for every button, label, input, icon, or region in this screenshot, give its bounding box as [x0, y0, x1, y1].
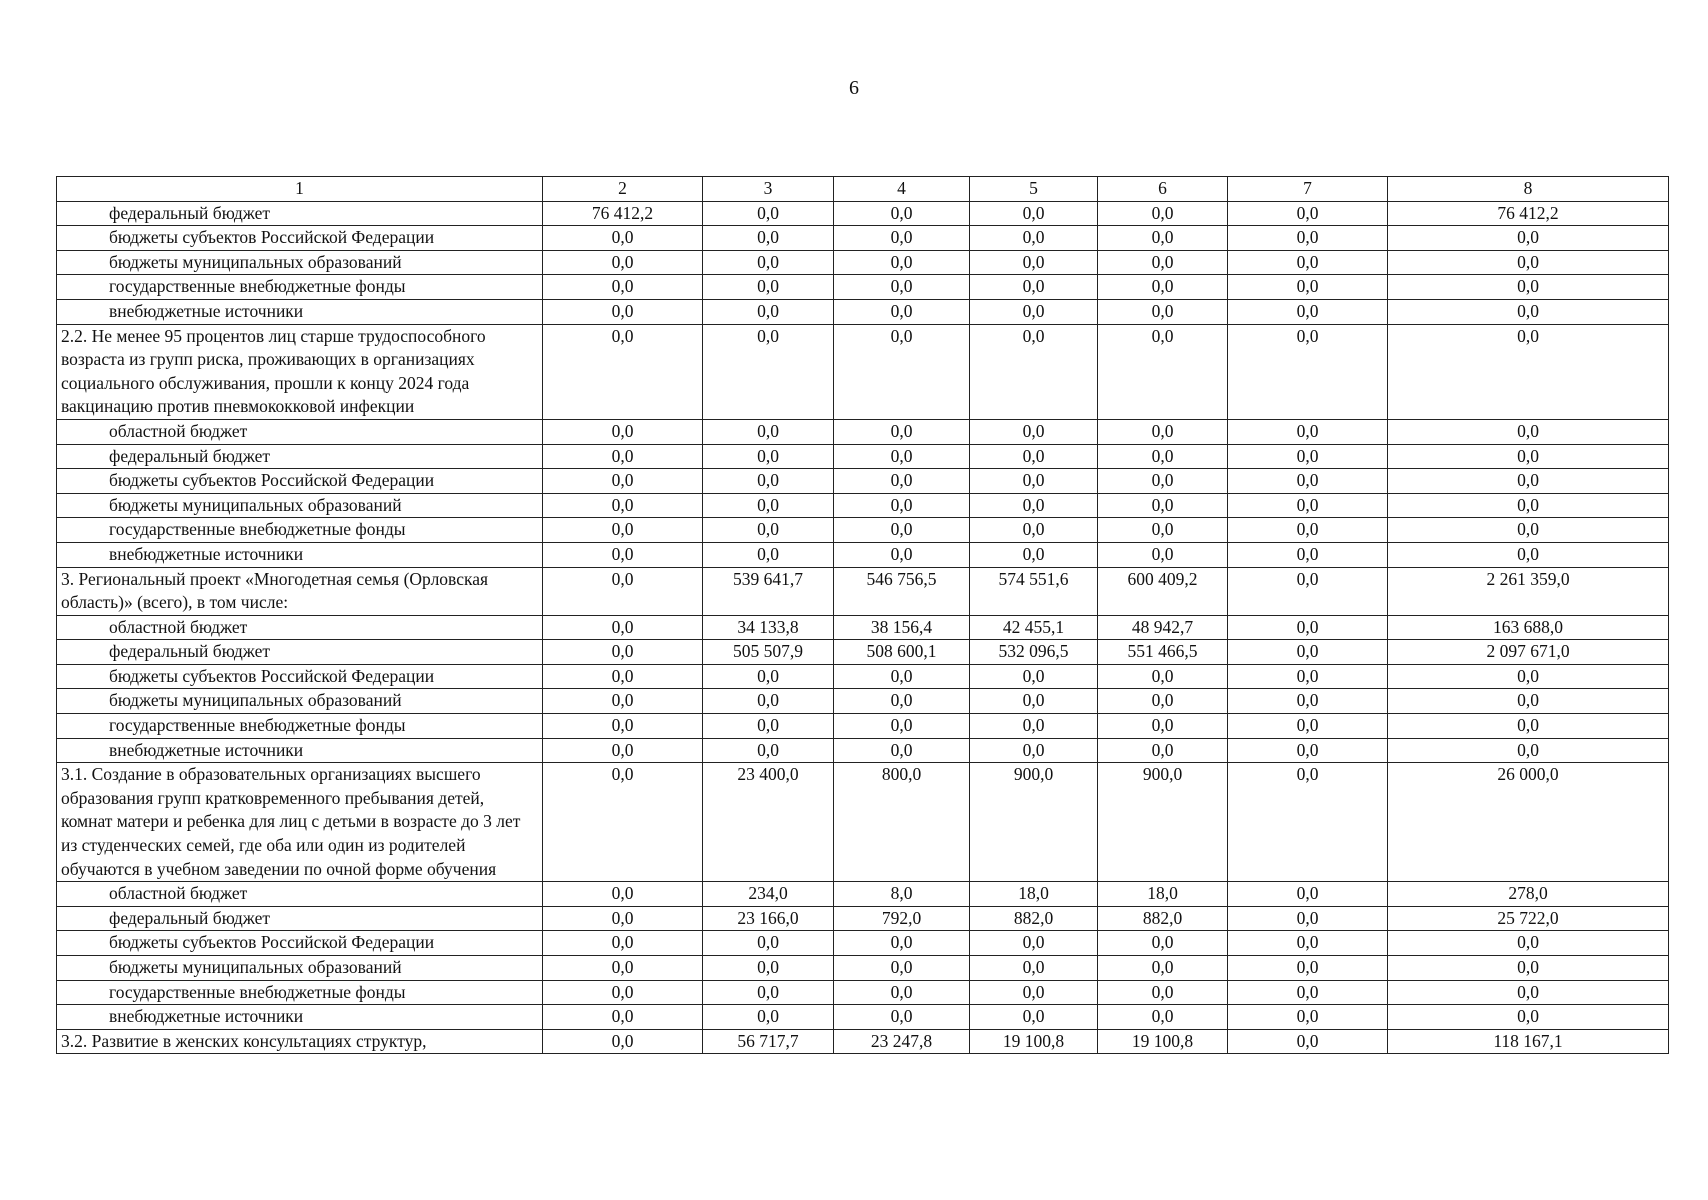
table-row: [57, 1005, 1669, 1030]
funding-source-label: областной бюджет: [57, 882, 543, 907]
value-cell: 34 133,8: [703, 615, 834, 640]
funding-source-label: федеральный бюджет: [57, 201, 543, 226]
value-cell: 0,0: [1388, 956, 1669, 981]
section-row: [57, 567, 1669, 615]
value-cell: 23 166,0: [703, 906, 834, 931]
value-cell: 0,0: [703, 738, 834, 763]
value-cell: 0,0: [1098, 299, 1228, 324]
value-cell: 0,0: [543, 763, 703, 882]
value-cell: 0,0: [703, 980, 834, 1005]
value-cell: 0,0: [1388, 419, 1669, 444]
funding-source-label: бюджеты субъектов Российской Федерации: [57, 931, 543, 956]
table-body: [57, 177, 1669, 1054]
value-cell: 0,0: [970, 1005, 1098, 1030]
funding-source-label: государственные внебюджетные фонды: [57, 518, 543, 543]
value-cell: 792,0: [834, 906, 970, 931]
column-header: 8: [1388, 177, 1669, 202]
value-cell: 0,0: [703, 226, 834, 251]
value-cell: 0,0: [1228, 299, 1388, 324]
value-cell: 278,0: [1388, 882, 1669, 907]
value-cell: 0,0: [543, 275, 703, 300]
table-row: [57, 956, 1669, 981]
value-cell: 0,0: [1228, 567, 1388, 615]
funding-source-label: федеральный бюджет: [57, 906, 543, 931]
value-cell: 0,0: [543, 299, 703, 324]
value-cell: 0,0: [1228, 615, 1388, 640]
value-cell: 0,0: [543, 518, 703, 543]
value-cell: 0,0: [1228, 640, 1388, 665]
value-cell: 0,0: [1098, 738, 1228, 763]
value-cell: 19 100,8: [1098, 1029, 1228, 1054]
value-cell: 0,0: [1228, 689, 1388, 714]
section-label: 3. Региональный проект «Многодетная семья (Орловская область)» (всего), в том числе:: [57, 567, 543, 615]
value-cell: 0,0: [970, 689, 1098, 714]
section-label: 3.1. Создание в образовательных организациях высшего образования групп кратковременного пребывания детей, комнат матери и ребенка для лиц с детьми в возрасте до 3 лет из студенческих семей, где оба или один из родителей обучаются в учебном заведении по очной форме обучения: [57, 763, 543, 882]
value-cell: 0,0: [1098, 980, 1228, 1005]
value-cell: 0,0: [703, 542, 834, 567]
table-row: [57, 980, 1669, 1005]
value-cell: 0,0: [834, 299, 970, 324]
value-cell: 0,0: [703, 931, 834, 956]
value-cell: 0,0: [1388, 518, 1669, 543]
value-cell: 0,0: [834, 980, 970, 1005]
value-cell: 0,0: [1388, 689, 1669, 714]
value-cell: 234,0: [703, 882, 834, 907]
value-cell: 0,0: [1098, 419, 1228, 444]
funding-source-label: бюджеты муниципальных образований: [57, 250, 543, 275]
value-cell: 0,0: [543, 1005, 703, 1030]
value-cell: 882,0: [1098, 906, 1228, 931]
value-cell: 18,0: [970, 882, 1098, 907]
value-cell: 0,0: [834, 689, 970, 714]
value-cell: 600 409,2: [1098, 567, 1228, 615]
value-cell: 0,0: [543, 738, 703, 763]
page-number: 6: [849, 77, 859, 99]
value-cell: 0,0: [1098, 1005, 1228, 1030]
value-cell: 0,0: [543, 640, 703, 665]
value-cell: 18,0: [1098, 882, 1228, 907]
section-row: [57, 1029, 1669, 1054]
value-cell: 38 156,4: [834, 615, 970, 640]
funding-source-label: областной бюджет: [57, 419, 543, 444]
value-cell: 0,0: [1228, 226, 1388, 251]
column-header: 6: [1098, 177, 1228, 202]
value-cell: 0,0: [834, 956, 970, 981]
value-cell: 0,0: [1228, 738, 1388, 763]
value-cell: 0,0: [703, 275, 834, 300]
value-cell: 0,0: [1388, 1005, 1669, 1030]
value-cell: 0,0: [543, 493, 703, 518]
table-row: [57, 689, 1669, 714]
value-cell: 0,0: [970, 493, 1098, 518]
value-cell: 2 097 671,0: [1388, 640, 1669, 665]
value-cell: 0,0: [1098, 275, 1228, 300]
value-cell: 0,0: [834, 1005, 970, 1030]
value-cell: 0,0: [703, 518, 834, 543]
value-cell: 0,0: [1228, 542, 1388, 567]
value-cell: 0,0: [970, 469, 1098, 494]
value-cell: 0,0: [543, 615, 703, 640]
funding-source-label: федеральный бюджет: [57, 640, 543, 665]
value-cell: 0,0: [1228, 1005, 1388, 1030]
funding-source-label: внебюджетные источники: [57, 299, 543, 324]
value-cell: 0,0: [834, 493, 970, 518]
value-cell: 0,0: [834, 444, 970, 469]
value-cell: 0,0: [1098, 469, 1228, 494]
value-cell: 26 000,0: [1388, 763, 1669, 882]
funding-source-label: бюджеты муниципальных образований: [57, 956, 543, 981]
value-cell: 0,0: [1388, 664, 1669, 689]
value-cell: 0,0: [970, 444, 1098, 469]
value-cell: 163 688,0: [1388, 615, 1669, 640]
value-cell: 56 717,7: [703, 1029, 834, 1054]
value-cell: 0,0: [1228, 493, 1388, 518]
value-cell: 0,0: [543, 250, 703, 275]
value-cell: 0,0: [1098, 714, 1228, 739]
value-cell: 900,0: [1098, 763, 1228, 882]
value-cell: 0,0: [1388, 275, 1669, 300]
value-cell: 0,0: [834, 664, 970, 689]
value-cell: 0,0: [1228, 1029, 1388, 1054]
value-cell: 0,0: [970, 299, 1098, 324]
value-cell: 0,0: [834, 201, 970, 226]
funding-source-label: бюджеты муниципальных образований: [57, 689, 543, 714]
table-row: [57, 299, 1669, 324]
value-cell: 0,0: [703, 493, 834, 518]
value-cell: 0,0: [543, 956, 703, 981]
value-cell: 0,0: [703, 689, 834, 714]
funding-source-label: бюджеты субъектов Российской Федерации: [57, 664, 543, 689]
value-cell: 0,0: [703, 250, 834, 275]
value-cell: 0,0: [1228, 664, 1388, 689]
value-cell: 0,0: [543, 469, 703, 494]
value-cell: 0,0: [703, 444, 834, 469]
funding-source-label: федеральный бюджет: [57, 444, 543, 469]
value-cell: 0,0: [1228, 906, 1388, 931]
value-cell: 0,0: [970, 226, 1098, 251]
value-cell: 0,0: [1098, 518, 1228, 543]
value-cell: 0,0: [1098, 689, 1228, 714]
value-cell: 882,0: [970, 906, 1098, 931]
funding-source-label: государственные внебюджетные фонды: [57, 275, 543, 300]
value-cell: 76 412,2: [1388, 201, 1669, 226]
value-cell: 48 942,7: [1098, 615, 1228, 640]
table-row: [57, 931, 1669, 956]
value-cell: 0,0: [834, 324, 970, 419]
value-cell: 0,0: [703, 299, 834, 324]
funding-source-label: внебюджетные источники: [57, 1005, 543, 1030]
column-header: 1: [57, 177, 543, 202]
column-header: 3: [703, 177, 834, 202]
table-row: [57, 275, 1669, 300]
value-cell: 0,0: [1228, 324, 1388, 419]
value-cell: 0,0: [1228, 931, 1388, 956]
value-cell: 800,0: [834, 763, 970, 882]
value-cell: 0,0: [834, 419, 970, 444]
value-cell: 23 400,0: [703, 763, 834, 882]
value-cell: 0,0: [543, 882, 703, 907]
value-cell: 0,0: [1388, 931, 1669, 956]
budget-table: [56, 176, 1669, 1054]
table-row: [57, 518, 1669, 543]
funding-source-label: бюджеты субъектов Российской Федерации: [57, 226, 543, 251]
value-cell: 42 455,1: [970, 615, 1098, 640]
value-cell: 0,0: [1228, 882, 1388, 907]
table-row: [57, 714, 1669, 739]
value-cell: 0,0: [703, 714, 834, 739]
value-cell: 0,0: [1228, 714, 1388, 739]
value-cell: 0,0: [834, 542, 970, 567]
value-cell: 0,0: [970, 714, 1098, 739]
value-cell: 574 551,6: [970, 567, 1098, 615]
value-cell: 505 507,9: [703, 640, 834, 665]
value-cell: 508 600,1: [834, 640, 970, 665]
value-cell: 0,0: [970, 250, 1098, 275]
value-cell: 0,0: [543, 980, 703, 1005]
funding-source-label: государственные внебюджетные фонды: [57, 714, 543, 739]
value-cell: 8,0: [834, 882, 970, 907]
table-header-row: [57, 177, 1669, 202]
value-cell: 0,0: [703, 1005, 834, 1030]
column-header: 5: [970, 177, 1098, 202]
value-cell: 0,0: [703, 419, 834, 444]
value-cell: 2 261 359,0: [1388, 567, 1669, 615]
value-cell: 0,0: [834, 518, 970, 543]
value-cell: 0,0: [1098, 324, 1228, 419]
value-cell: 0,0: [1388, 226, 1669, 251]
value-cell: 0,0: [543, 1029, 703, 1054]
value-cell: 0,0: [1098, 201, 1228, 226]
value-cell: 0,0: [970, 664, 1098, 689]
value-cell: 76 412,2: [543, 201, 703, 226]
column-header: 4: [834, 177, 970, 202]
value-cell: 0,0: [1098, 931, 1228, 956]
value-cell: 532 096,5: [970, 640, 1098, 665]
value-cell: 0,0: [543, 906, 703, 931]
value-cell: 0,0: [1388, 542, 1669, 567]
value-cell: 0,0: [543, 664, 703, 689]
funding-source-label: внебюджетные источники: [57, 738, 543, 763]
value-cell: 0,0: [543, 419, 703, 444]
value-cell: 0,0: [970, 738, 1098, 763]
value-cell: 0,0: [834, 931, 970, 956]
value-cell: 0,0: [970, 956, 1098, 981]
value-cell: 0,0: [703, 664, 834, 689]
value-cell: 0,0: [543, 324, 703, 419]
value-cell: 0,0: [970, 931, 1098, 956]
value-cell: 25 722,0: [1388, 906, 1669, 931]
value-cell: 0,0: [1228, 275, 1388, 300]
funding-source-label: областной бюджет: [57, 615, 543, 640]
table-row: [57, 615, 1669, 640]
value-cell: 0,0: [703, 324, 834, 419]
value-cell: 0,0: [543, 931, 703, 956]
value-cell: 0,0: [1098, 542, 1228, 567]
value-cell: 900,0: [970, 763, 1098, 882]
table-row: [57, 542, 1669, 567]
table-row: [57, 250, 1669, 275]
value-cell: 118 167,1: [1388, 1029, 1669, 1054]
table-row: [57, 664, 1669, 689]
value-cell: 0,0: [703, 469, 834, 494]
value-cell: 0,0: [543, 567, 703, 615]
value-cell: 0,0: [1228, 980, 1388, 1005]
value-cell: 0,0: [1098, 956, 1228, 981]
funding-source-label: внебюджетные источники: [57, 542, 543, 567]
value-cell: 551 466,5: [1098, 640, 1228, 665]
value-cell: 23 247,8: [834, 1029, 970, 1054]
value-cell: 0,0: [1388, 493, 1669, 518]
table-row: [57, 906, 1669, 931]
value-cell: 19 100,8: [970, 1029, 1098, 1054]
value-cell: 0,0: [1228, 469, 1388, 494]
value-cell: 0,0: [1388, 469, 1669, 494]
table-row: [57, 640, 1669, 665]
section-row: [57, 324, 1669, 419]
value-cell: 0,0: [1228, 763, 1388, 882]
value-cell: 0,0: [834, 714, 970, 739]
table-row: [57, 493, 1669, 518]
value-cell: 0,0: [1098, 664, 1228, 689]
value-cell: 0,0: [970, 201, 1098, 226]
table-row: [57, 201, 1669, 226]
value-cell: 0,0: [1228, 250, 1388, 275]
section-row: [57, 763, 1669, 882]
value-cell: 0,0: [1098, 226, 1228, 251]
section-label: 3.2. Развитие в женских консультациях структур,: [57, 1029, 543, 1054]
value-cell: 0,0: [1388, 324, 1669, 419]
table-row: [57, 419, 1669, 444]
funding-source-label: государственные внебюджетные фонды: [57, 980, 543, 1005]
value-cell: 0,0: [1388, 714, 1669, 739]
value-cell: 0,0: [1388, 250, 1669, 275]
value-cell: 0,0: [1228, 419, 1388, 444]
value-cell: 0,0: [703, 956, 834, 981]
value-cell: 0,0: [1228, 956, 1388, 981]
value-cell: 546 756,5: [834, 567, 970, 615]
value-cell: 0,0: [834, 250, 970, 275]
value-cell: 0,0: [970, 542, 1098, 567]
value-cell: 0,0: [543, 714, 703, 739]
value-cell: 0,0: [834, 738, 970, 763]
value-cell: 0,0: [1098, 250, 1228, 275]
value-cell: 0,0: [1098, 444, 1228, 469]
value-cell: 0,0: [970, 980, 1098, 1005]
funding-source-label: бюджеты муниципальных образований: [57, 493, 543, 518]
value-cell: 0,0: [970, 324, 1098, 419]
value-cell: 0,0: [1388, 444, 1669, 469]
value-cell: 0,0: [834, 275, 970, 300]
value-cell: 0,0: [1228, 201, 1388, 226]
value-cell: 0,0: [970, 419, 1098, 444]
value-cell: 0,0: [543, 226, 703, 251]
table-row: [57, 738, 1669, 763]
section-label: 2.2. Не менее 95 процентов лиц старше трудоспособного возраста из групп риска, проживающих в организациях социального обслуживания, прошли к концу 2024 года вакцинацию против пневмококковой инфекции: [57, 324, 543, 419]
funding-source-label: бюджеты субъектов Российской Федерации: [57, 469, 543, 494]
value-cell: 0,0: [703, 201, 834, 226]
value-cell: 539 641,7: [703, 567, 834, 615]
table-row: [57, 469, 1669, 494]
value-cell: 0,0: [1228, 518, 1388, 543]
value-cell: 0,0: [970, 518, 1098, 543]
value-cell: 0,0: [1098, 493, 1228, 518]
value-cell: 0,0: [834, 226, 970, 251]
value-cell: 0,0: [543, 689, 703, 714]
table-row: [57, 444, 1669, 469]
table-row: [57, 882, 1669, 907]
value-cell: 0,0: [834, 469, 970, 494]
column-header: 2: [543, 177, 703, 202]
value-cell: 0,0: [1388, 980, 1669, 1005]
value-cell: 0,0: [970, 275, 1098, 300]
table-row: [57, 226, 1669, 251]
value-cell: 0,0: [1388, 299, 1669, 324]
value-cell: 0,0: [543, 542, 703, 567]
value-cell: 0,0: [543, 444, 703, 469]
value-cell: 0,0: [1388, 738, 1669, 763]
column-header: 7: [1228, 177, 1388, 202]
value-cell: 0,0: [1228, 444, 1388, 469]
